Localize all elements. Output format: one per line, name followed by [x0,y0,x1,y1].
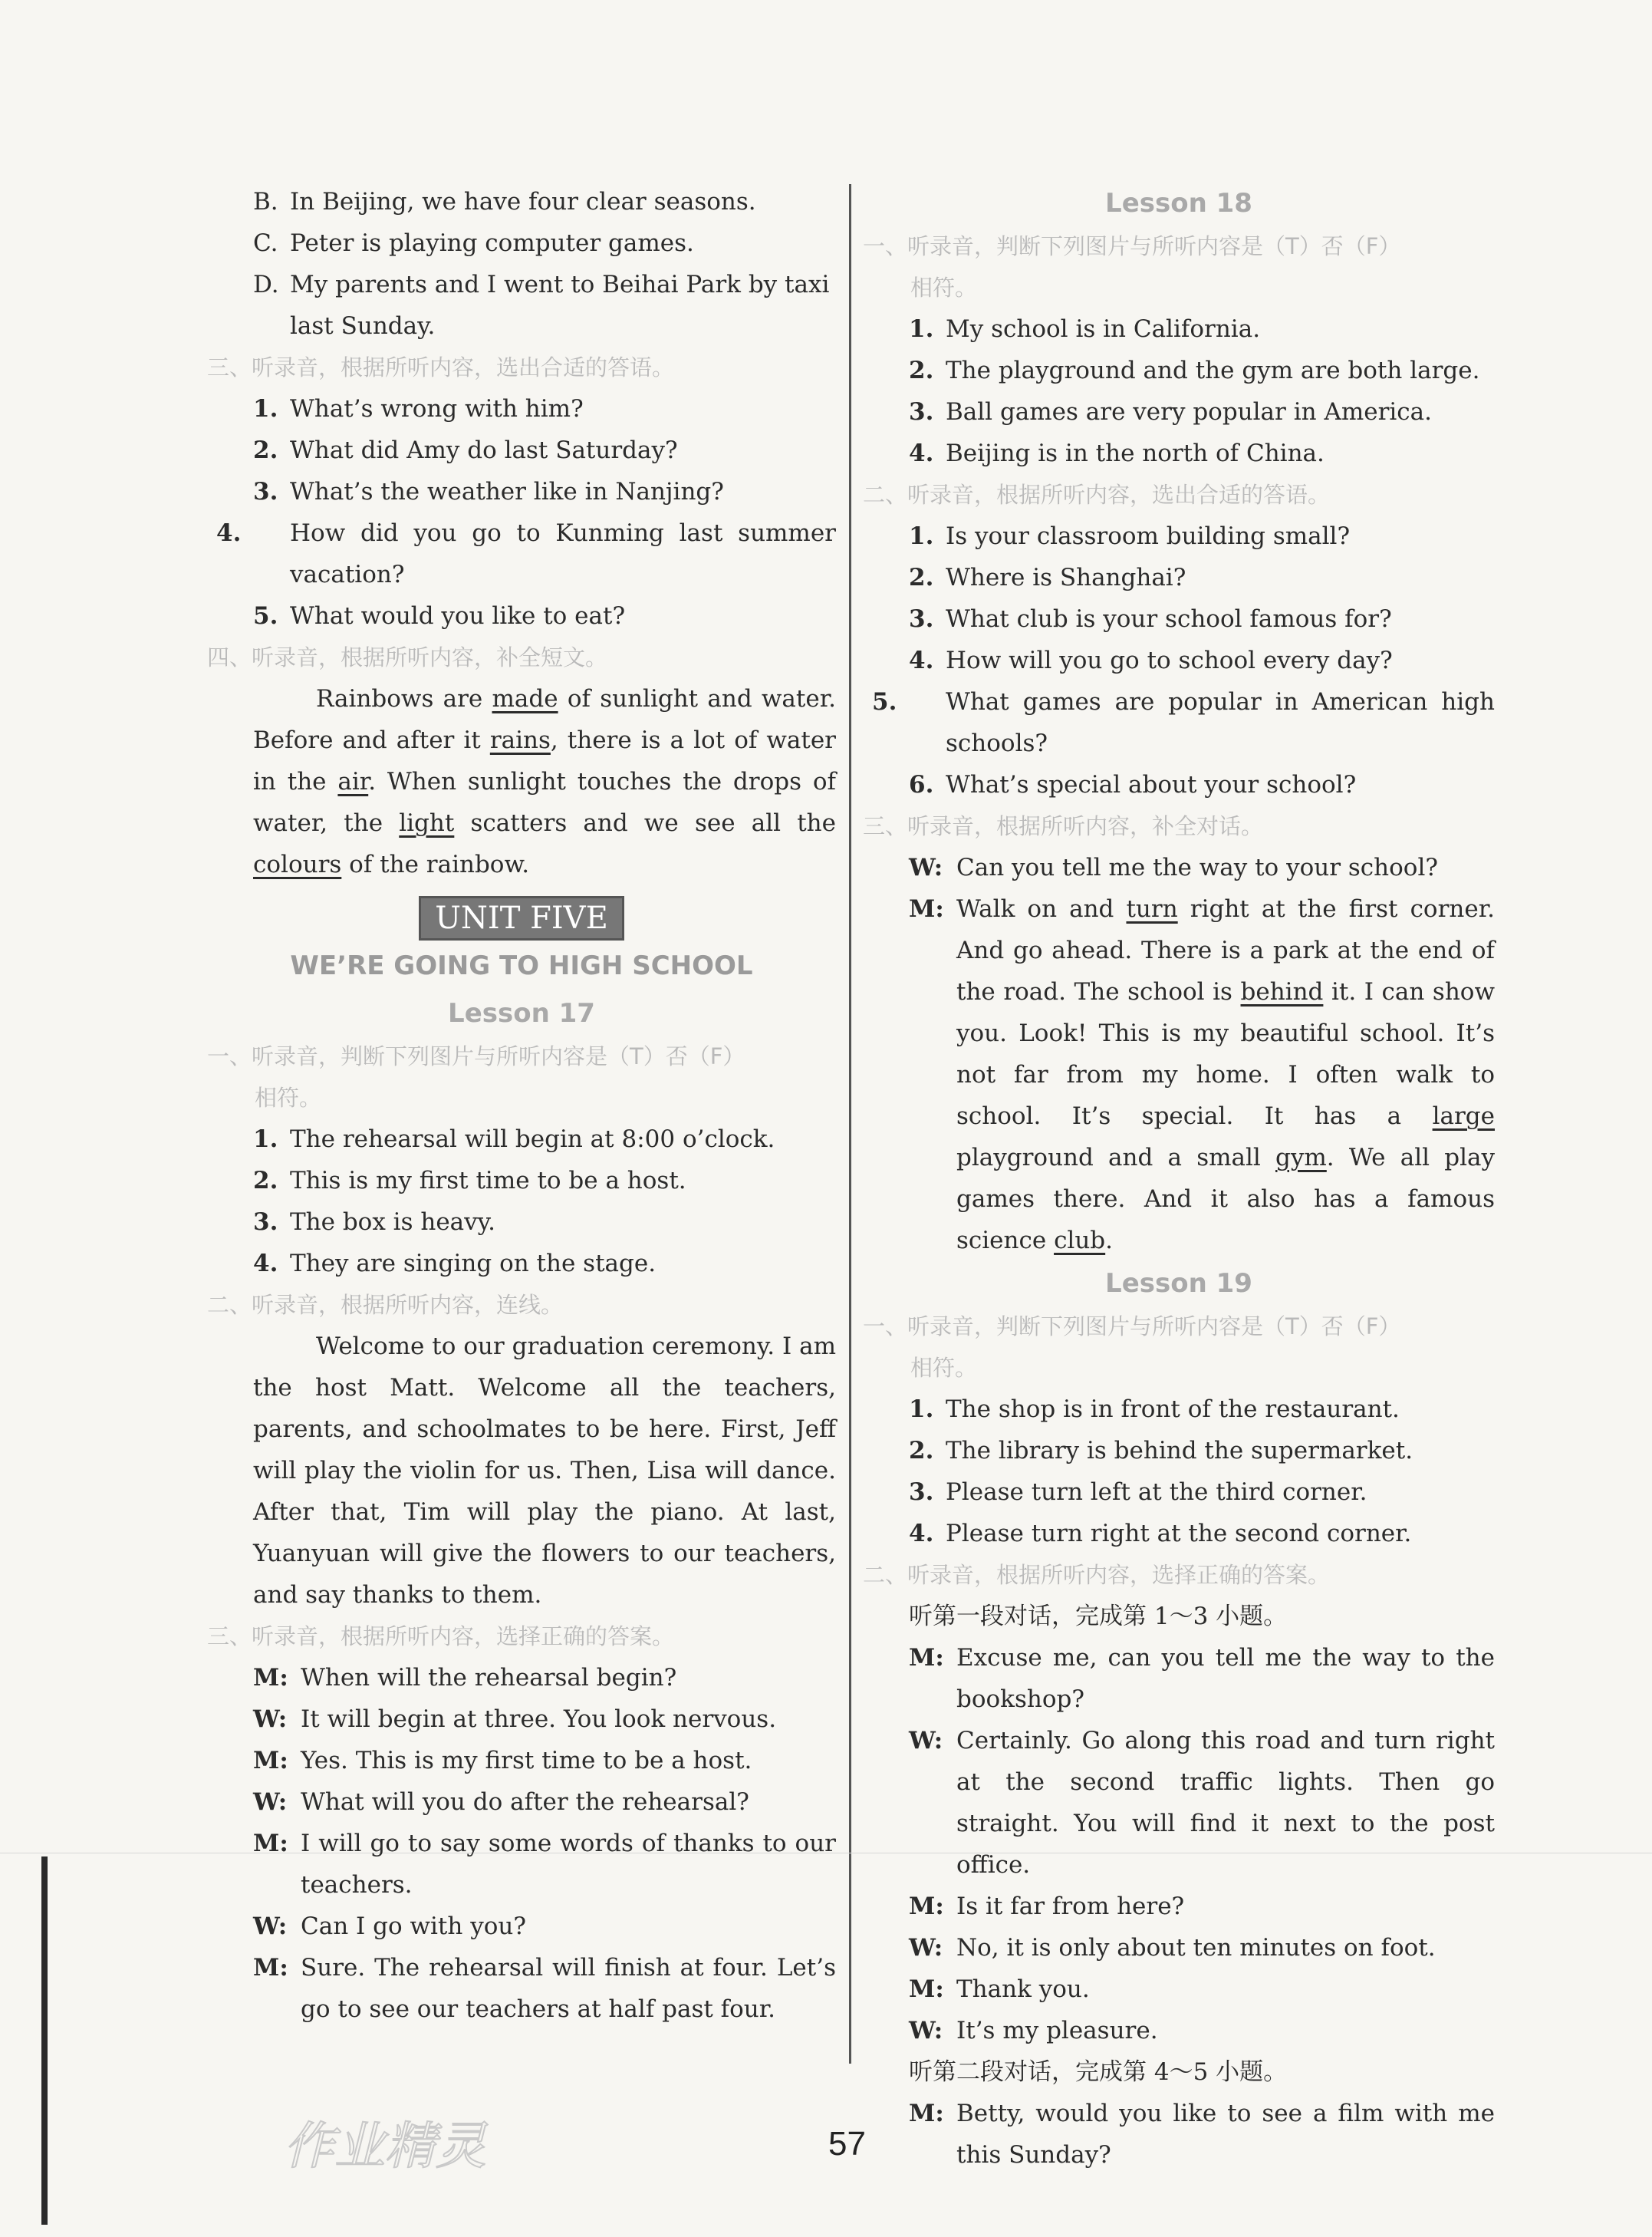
section-title: 三、听录音，根据所听内容，选出合适的答语。 [207,354,675,381]
item-text: What club is your school famous for? [946,605,1392,633]
lesson-title: Lesson 17 [448,998,595,1029]
item-number: 3. [253,478,278,506]
item-number: 1. [909,315,934,343]
list-item [863,391,1495,433]
item-number: 5. [872,688,897,716]
item-number: 3. [253,1208,278,1236]
speaker: W: [253,1788,288,1816]
item-number: 4. [909,1520,934,1547]
answer-word: rains [489,726,551,754]
dialogue-line [863,2093,1495,2176]
list-item [207,430,836,471]
item-number: 4. [216,519,242,547]
speaker: M: [253,1747,288,1774]
dialogue-line [863,2010,1495,2051]
list-item [207,512,836,595]
section-title: 一、听录音，判断下列图片与所听内容是（T）否（F） [207,1043,745,1069]
item-text: My school is in California. [946,315,1261,343]
option-letter: B. [253,188,278,216]
speaker: W: [909,1934,943,1962]
text-run: scatters and we see all the [454,809,836,837]
item-text: Please turn right at the second corner. [946,1520,1412,1547]
item-number: 2. [909,1437,934,1464]
item-text: This is my first time to be a host. [290,1167,686,1194]
dialogue-line [207,1823,836,1906]
speaker: M: [909,1644,944,1672]
item-number: 2. [253,437,278,464]
left-column [207,181,836,2030]
item-text: What’s special about your school? [946,771,1357,799]
list-item [207,595,836,637]
speaker: M: [909,1893,944,1920]
item-number: 3. [909,1478,934,1506]
item-text: What games are popular in American high schools? [946,688,1495,757]
list-item [863,557,1495,598]
section-title: 二、听录音，根据所听内容，选出合适的答语。 [863,482,1331,508]
section-title-cont: 相符。 [910,275,978,301]
speaker: W: [909,854,943,881]
speaker: M: [909,2100,944,2127]
dialogue-text: Can I go with you? [301,1912,526,1940]
item-number: 3. [909,398,934,426]
dialogue-text: Excuse me, can you tell me the way to the bookshop? [956,1644,1495,1713]
item-text: Where is Shanghai? [946,564,1186,591]
answer-word: light [399,809,455,837]
dialogue-line [207,1906,836,1947]
dialogue-text: Sure. The rehearsal will finish at four. Let’s go to see our teachers at half past four. [301,1954,836,2023]
text-run: playground and a small [956,1144,1276,1171]
text-run: of the rainbow. [341,851,530,878]
option-c [207,222,836,264]
answer-word: gym [1275,1144,1327,1171]
item-text: They are singing on the stage. [290,1250,657,1277]
item-number: 4. [909,440,934,467]
item-number: 4. [253,1250,278,1277]
item-text: What’s the weather like in Nanjing? [290,478,724,506]
list-item [863,350,1495,391]
text-run: right at the first corner. And go ahead. There is a park at the end of the road. The school is [956,895,1495,1006]
section-title: 一、听录音，判断下列图片与所听内容是（T）否（F） [863,233,1401,259]
dialogue-line [207,1698,836,1740]
dialogue-text: It will begin at three. You look nervous. [301,1705,777,1733]
option-d [207,264,836,305]
list-item [207,1243,836,1284]
part-instruction: 听第一段对话，完成第 1～3 小题。 [909,1603,1288,1630]
text-run: Walk on and [956,895,1127,923]
dialogue-line [863,1720,1495,1886]
dialogue-line [863,847,1495,888]
list-item [207,1160,836,1201]
item-text: How did you go to Kunming last summer vacation? [290,519,836,588]
sec3-list [207,388,836,637]
dialogue-text: Can you tell me the way to your school? [956,854,1438,881]
list-item [207,388,836,430]
list-item [863,640,1495,681]
dialogue-line [207,1781,836,1823]
dialogue-text: Is it far from here? [956,1893,1185,1920]
part-instruction: 听第二段对话，完成第 4～5 小题。 [909,2058,1288,2086]
item-number: 1. [909,522,934,550]
dialogue-text: Betty, would you like to see a film with me this Sunday? [956,2100,1495,2169]
list-item [863,1471,1495,1513]
answer-word: air [337,768,369,796]
item-text: Beijing is in the north of China. [946,440,1325,467]
list-item [863,598,1495,640]
speaker: W: [909,2017,943,2044]
dialogue-text: No, it is only about ten minutes on foot. [956,1934,1436,1962]
answer-word: club [1054,1227,1106,1254]
list-item [863,764,1495,806]
item-text: The library is behind the supermarket. [946,1437,1413,1464]
dialogue-line [863,888,1495,1261]
item-text: The playground and the gym are both large. [946,357,1480,384]
unit-header [207,896,836,941]
item-text: What did Amy do last Saturday? [290,437,678,464]
item-number: 1. [253,1125,278,1153]
text-run: . When sunlight touches the drops of water, the [253,768,836,837]
item-text: The shop is in front of the restaurant. [946,1395,1400,1423]
section-title: 四、听录音，根据所听内容，补全短文。 [207,644,608,670]
item-number: 6. [909,771,934,799]
page-number: 57 [828,2125,866,2163]
dialogue-line [863,1886,1495,1927]
watermark-logo [276,2098,506,2190]
list-item [863,681,1495,764]
text-run: , there is a lot of water in the [253,726,837,796]
section-title: 二、听录音，根据所听内容，选择正确的答案。 [863,1562,1331,1588]
answer-word: colours [253,851,342,878]
unit-subtitle: WE’RE GOING TO HIGH SCHOOL [290,950,753,981]
item-text: What’s wrong with him? [290,395,584,423]
text-run: Rainbows are [316,685,492,713]
dialogue-line [863,1927,1495,1968]
watermark-text: 作业精灵 [284,2117,486,2176]
speaker: M: [253,1830,288,1857]
item-number: 4. [909,647,934,674]
column-divider [849,184,851,2064]
list-item [863,1513,1495,1554]
text-run: . [1105,1227,1114,1254]
option-d-cont: last Sunday. [290,312,436,340]
section-title: 三、听录音，根据所听内容，补全对话。 [863,813,1264,839]
text-run: it. I can show you. Look! This is my beautiful school. It’s not far from my home. I often walk to school. It’s special. It has a [956,978,1495,1130]
item-number: 2. [909,564,934,591]
dialogue-line [207,1657,836,1698]
option-b [207,181,836,222]
option-letter: D. [253,271,279,298]
speaker: M: [909,1975,944,2003]
graduation-paragraph: Welcome to our graduation ceremony. I am the host Matt. Welcome all the teachers, parents, and schoolmates to be here. First, Jeff will play the violin for us. Then, Lisa will dance. After that, Tim will play the piano. At last, Yuanyuan will give the flowers to our teachers, and say thanks to them. [253,1333,836,1609]
dialogue-line [863,1968,1495,2010]
binding-edge [41,1856,48,2225]
unit-label: UNIT FIVE [419,896,624,941]
dialogue-text: Yes. This is my first time to be a host. [301,1747,752,1774]
item-number: 1. [253,395,278,423]
option-letter: C. [253,229,278,257]
list-item [863,1389,1495,1430]
answer-word: behind [1240,978,1324,1006]
item-number: 2. [909,357,934,384]
item-text: Is your classroom building small? [946,522,1351,550]
dialogue-text: I will go to say some words of thanks to our teachers. [301,1830,836,1899]
dialogue-line [863,1637,1495,1720]
dialogue-text: When will the rehearsal begin? [301,1664,677,1692]
speaker: W: [253,1705,288,1733]
right-column [863,181,1495,2176]
speaker: M: [253,1954,288,1982]
lesson-title: Lesson 19 [1105,1268,1252,1299]
item-text: How will you go to school every day? [946,647,1393,674]
item-text: What would you like to eat? [290,602,626,630]
option-text: Peter is playing computer games. [290,229,694,257]
dialogue-text: Thank you. [956,1975,1090,2003]
item-number: 5. [253,602,278,630]
list-item [207,1118,836,1160]
speaker: W: [909,1727,943,1754]
item-text: The box is heavy. [290,1208,495,1236]
item-text: The rehearsal will begin at 8:00 o’clock. [290,1125,775,1153]
list-item [207,471,836,512]
speaker: M: [253,1664,288,1692]
rainbow-paragraph [207,678,836,885]
dialogue-line [207,1947,836,2030]
dialogue-text: It’s my pleasure. [956,2017,1158,2044]
speaker: M: [909,895,944,923]
item-number: 1. [909,1395,934,1423]
item-number: 3. [909,605,934,633]
item-text: Please turn left at the third corner. [946,1478,1367,1506]
list-item [207,1201,836,1243]
section-title: 三、听录音，根据所听内容，选择正确的答案。 [207,1623,675,1649]
list-item [863,1430,1495,1471]
item-text: Ball games are very popular in America. [946,398,1433,426]
list-item [863,308,1495,350]
answer-word: turn [1126,895,1178,923]
lesson-title: Lesson 18 [1105,188,1252,219]
dialogue-text: What will you do after the rehearsal? [301,1788,749,1816]
section-title-cont: 相符。 [910,1355,978,1381]
option-text: In Beijing, we have four clear seasons. [290,188,756,216]
list-item [863,433,1495,474]
dialogue-text: Certainly. Go along this road and turn right at the second traffic lights. Then go straight. You will find it next to the post office. [956,1727,1495,1879]
text-run: . We all play games there. And it also has a famous science [956,1144,1495,1254]
section-title: 一、听录音，判断下列图片与所听内容是（T）否（F） [863,1313,1401,1339]
section-title: 二、听录音，根据所听内容，连线。 [207,1292,564,1318]
section-title-cont: 相符。 [255,1085,322,1111]
text-run: of sunlight and water. Before and after it [253,685,836,754]
item-number: 2. [253,1167,278,1194]
answer-word: made [492,685,558,713]
list-item [863,516,1495,557]
dialogue-line [207,1740,836,1781]
option-text: My parents and I went to Beihai Park by taxi [290,271,830,298]
answer-word: large [1432,1102,1495,1130]
speaker: W: [253,1912,288,1940]
